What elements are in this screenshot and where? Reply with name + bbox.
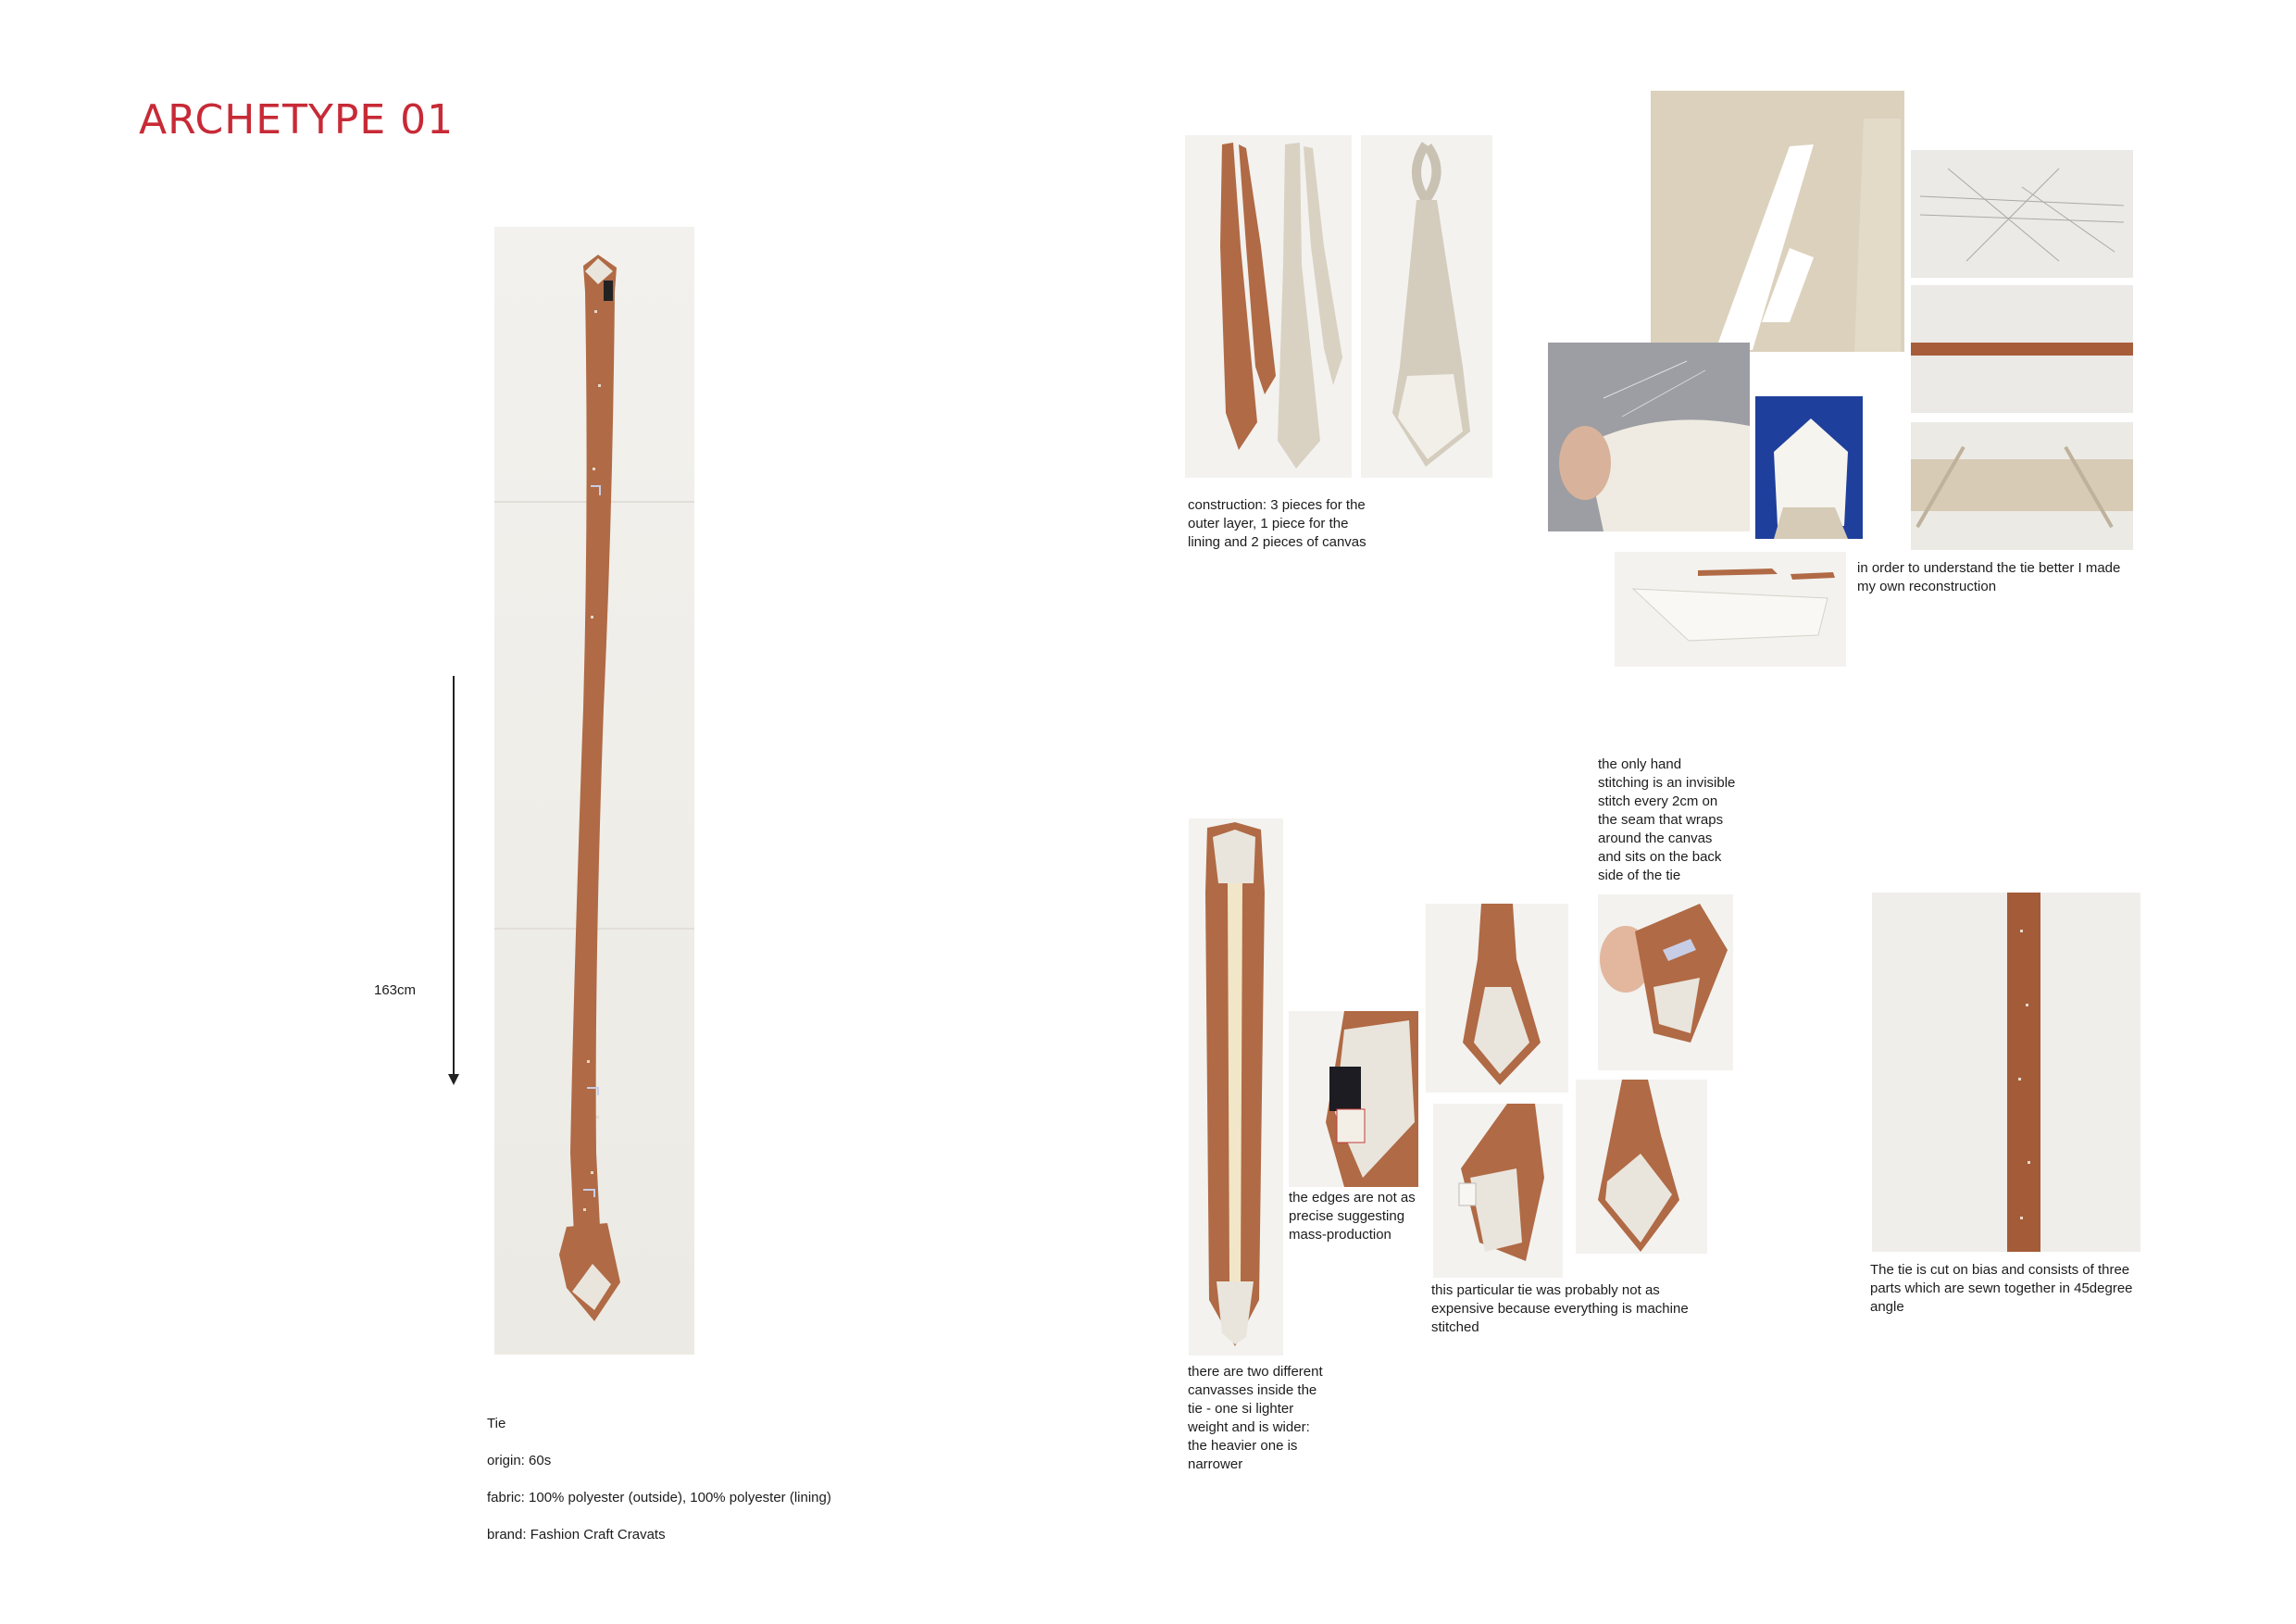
lining-tie-photo [1361,135,1492,478]
two-ties-photo [1185,135,1352,478]
hand-folding-photo [1548,343,1750,531]
edges-caption: the edges are not as precise suggesting mass-production [1289,1190,1416,1243]
pattern-pieces-photo [1651,91,1904,352]
tie-mockup-photo [1615,552,1846,667]
bias-caption: The tie is cut on bias and consists of three parts which are sewn together in 45degree angle [1870,1262,2133,1315]
length-label: 163cm [374,982,417,998]
construction-caption: construction: 3 pieces for the outer layer, 1 piece for the lining and 2 pieces of canvas [1188,497,1366,550]
tie-info-line: fabric: 100% polyester (outside), 100% polyester (lining) [487,1490,831,1505]
canvas-strip-photo [1911,422,2133,550]
tie-lining-photo [1433,1104,1563,1278]
tie-illustration [494,227,694,1355]
hand-stitch-photo [1598,894,1733,1070]
reconstruction-caption: in order to understand the tie better I made my own reconstruction [1857,560,2121,594]
bias-strip-photo [1872,893,2140,1252]
tie-info-line: brand: Fashion Craft Cravats [487,1527,666,1543]
tie-blade-photo [1576,1080,1707,1254]
length-arrow [444,676,463,1087]
main-tie-photo [494,227,694,1355]
pencil-pattern-photo [1911,150,2133,278]
tie-info-line: Tie [487,1416,506,1431]
page-title: ARCHETYPE 01 [139,96,455,144]
rust-strip-photo [1911,285,2133,413]
expensive-caption: this particular tie was probably not as expensive because everything is machine stitched [1431,1282,1689,1335]
blue-backdrop-photo [1755,396,1863,539]
tie-canvas-photo [1189,818,1283,1355]
canvasses-caption: there are two different canvasses inside the tie - one si lighter weight and is wider: the heavier one is narrower [1188,1364,1323,1472]
hand-stitching-caption: the only hand stitching is an invisible stitch every 2cm on the seam that wraps around the canvas and sits on the back side of the tie [1598,756,1736,883]
tie-info-caption [487,1396,831,1563]
tie-back-photo [1426,904,1568,1093]
edges-photo [1289,1011,1418,1187]
tie-info-line: origin: 60s [487,1453,552,1468]
